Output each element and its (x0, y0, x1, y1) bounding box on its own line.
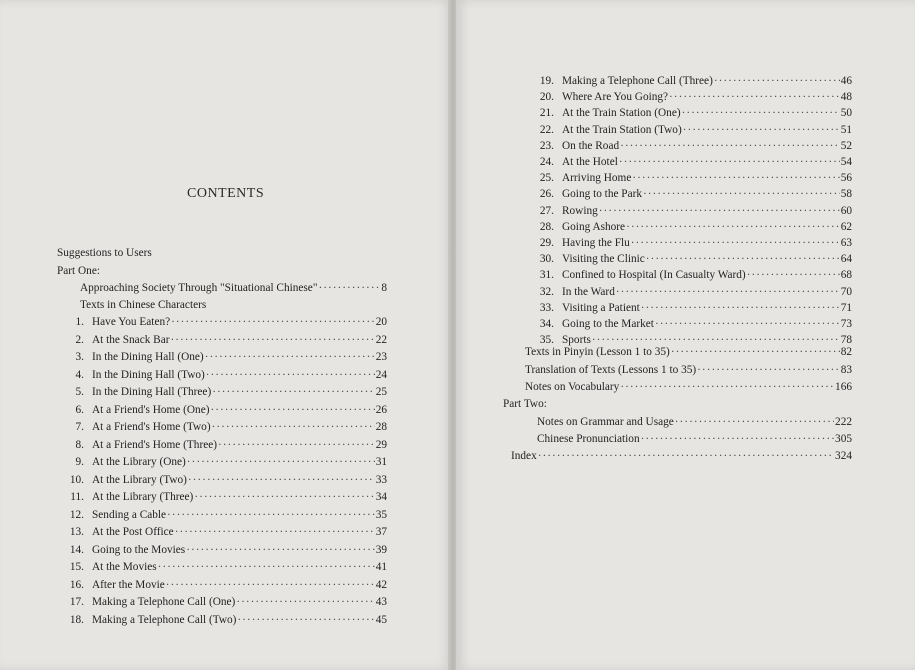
lesson-number: 33. (539, 301, 554, 314)
toc-page-number: 305 (835, 433, 852, 445)
lesson-title: At a Friend's Home (Two) (92, 421, 211, 433)
toc-page-number: 8 (381, 282, 387, 294)
lesson-number: 12. (69, 508, 84, 521)
lesson-title: In the Dining Hall (Three) (92, 386, 212, 398)
toc-page-number: 78 (840, 334, 852, 347)
toc-lesson-entry (56, 401, 387, 419)
lesson-title: At a Friend's Home (One) (92, 403, 210, 416)
leader-dots (166, 576, 375, 594)
part-two-heading: Part Two: (503, 398, 547, 410)
toc-page-number: 64 (840, 253, 852, 266)
toc-page-number: 33 (375, 473, 387, 486)
leader-dots (187, 453, 375, 471)
lesson-number: 4. (75, 368, 84, 381)
toc-page-number: 31 (375, 456, 387, 468)
lesson-number: 31. (539, 269, 554, 282)
lesson-title: At the Library (Three) (92, 491, 194, 503)
toc-page-number: 71 (840, 301, 852, 314)
toc-page-number: 41 (375, 561, 387, 573)
toc-page-number: 52 (840, 139, 852, 152)
lesson-title: In the Dining Hall (Two) (92, 368, 205, 381)
toc-entry-grammar (537, 413, 852, 431)
toc-page-number: 26 (375, 403, 387, 416)
leader-dots (206, 366, 375, 384)
lesson-title: At the Train Station (One) (562, 107, 681, 120)
lesson-number: 15. (69, 561, 84, 573)
right-page (456, 0, 915, 670)
toc-lesson-entry (56, 523, 387, 541)
toc-page-number: 39 (375, 543, 387, 556)
lesson-number: 22. (539, 123, 554, 136)
leader-dots (211, 401, 375, 419)
toc-lesson-entry (56, 593, 387, 611)
leader-dots (318, 279, 380, 297)
toc-page-number: 29 (375, 438, 387, 451)
lesson-title: At the Train Station (Two) (562, 123, 682, 136)
toc-page-number: 25 (375, 386, 387, 398)
lesson-number: 25. (539, 172, 554, 185)
lesson-title: Sending a Cable (92, 508, 167, 521)
lesson-number: 9. (75, 456, 84, 468)
leader-dots (186, 541, 375, 559)
lesson-title: Going to the Market (562, 318, 654, 330)
toc-lesson-entry (56, 453, 387, 471)
toc-page-number: 82 (840, 346, 852, 358)
toc-page-number: 54 (840, 156, 852, 168)
toc-entry-label: Notes on Grammar and Usage (537, 416, 674, 428)
lesson-title: Rowing (562, 204, 598, 217)
lesson-number: 11. (70, 491, 84, 503)
lesson-number: 34. (539, 318, 554, 330)
toc-entry-index (511, 447, 852, 465)
lesson-title: In the Dining Hall (One) (92, 351, 204, 363)
toc-page-number: 222 (835, 416, 852, 428)
toc-lesson-entry (56, 313, 387, 331)
toc-page-number: 83 (840, 364, 852, 376)
lesson-number: 21. (539, 107, 554, 120)
lesson-title: Confined to Hospital (In Casualty Ward) (562, 269, 746, 282)
toc-page-number: 50 (840, 107, 852, 120)
lesson-number: 10. (69, 473, 84, 486)
lesson-title: Going Ashore (562, 220, 626, 233)
lesson-title: Visiting a Patient (562, 301, 640, 314)
toc-lesson-entry (56, 331, 387, 349)
toc-lesson-entry (56, 436, 387, 454)
toc-page-number: 70 (840, 285, 852, 298)
toc-lesson-entry (56, 558, 387, 576)
toc-lesson-entry (56, 576, 387, 594)
toc-page-number: 46 (840, 75, 852, 87)
toc-entry-label: Translation of Texts (Lessons 1 to 35) (525, 364, 697, 376)
toc-page-number: 37 (375, 526, 387, 538)
lesson-number: 35. (539, 334, 554, 347)
lesson-number: 17. (69, 596, 84, 608)
lesson-title: At the Movies (92, 561, 157, 573)
toc-page-number: 45 (375, 613, 387, 626)
toc-lesson-entry (56, 471, 387, 489)
lesson-title: Having the Flu (562, 237, 630, 249)
lesson-number: 13. (69, 526, 84, 538)
leader-dots (171, 331, 375, 349)
toc-page-number: 34 (375, 491, 387, 503)
toc-entry-label: Texts in Pinyin (Lesson 1 to 35) (525, 346, 670, 358)
lesson-number: 28. (539, 220, 554, 233)
leader-dots (697, 361, 840, 379)
lesson-number: 26. (539, 188, 554, 201)
leader-dots (620, 378, 834, 396)
leader-dots (212, 418, 375, 436)
toc-page-number: 63 (840, 237, 852, 249)
suggestions-entry: Suggestions to Users (57, 247, 152, 259)
lesson-title: At the Hotel (562, 156, 618, 168)
toc-page-number: 68 (840, 269, 852, 282)
lesson-number: 14. (69, 543, 84, 556)
lesson-title: In the Ward (562, 285, 615, 298)
toc-entry-translation (525, 361, 852, 379)
toc-entry-vocabulary (525, 378, 852, 396)
lesson-title: Going to the Movies (92, 543, 186, 556)
leader-dots (171, 313, 375, 331)
leader-dots (158, 558, 375, 576)
lesson-number: 7. (75, 421, 84, 433)
toc-lesson-entry (56, 348, 387, 366)
toc-page-number: 56 (840, 172, 852, 185)
toc-page-number: 24 (375, 368, 387, 381)
lesson-title: At the Library (One) (92, 456, 186, 468)
leader-dots (641, 430, 834, 448)
toc-page-number: 62 (840, 220, 852, 233)
toc-page-number: 22 (375, 333, 387, 346)
lesson-title: At the Library (Two) (92, 473, 187, 486)
toc-page-number: 324 (835, 450, 852, 462)
toc-entry-label: Approaching Society Through "Situational Chinese" (80, 282, 318, 294)
toc-page-number: 20 (375, 316, 387, 328)
toc-lesson-entry (56, 506, 387, 524)
toc-lesson-entry (56, 418, 387, 436)
texts-heading: Texts in Chinese Characters (80, 299, 207, 311)
lesson-title: At the Snack Bar (92, 333, 170, 346)
lesson-title: Going to the Park (562, 188, 643, 201)
lesson-title: Visiting the Clinic (562, 253, 645, 266)
leader-dots (175, 523, 375, 541)
lesson-number: 3. (75, 351, 84, 363)
toc-page-number: 58 (840, 188, 852, 201)
leader-dots (237, 611, 374, 629)
lesson-number: 32. (539, 285, 554, 298)
lesson-number: 27. (539, 204, 554, 217)
toc-page-number: 42 (375, 578, 387, 591)
lesson-title: At the Post Office (92, 526, 174, 538)
lesson-title: Sports (562, 334, 591, 347)
left-page (0, 0, 452, 670)
contents-title: CONTENTS (187, 186, 265, 201)
lesson-number: 8. (75, 438, 84, 451)
leader-dots (236, 593, 374, 611)
lesson-number: 19. (539, 75, 554, 87)
leader-dots (671, 343, 840, 361)
lesson-title: Making a Telephone Call (One) (92, 596, 236, 608)
lesson-number: 23. (539, 139, 554, 152)
lesson-number: 5. (75, 386, 84, 398)
lesson-number: 2. (75, 333, 84, 346)
leader-dots (188, 471, 375, 489)
part-one-heading: Part One: (57, 265, 100, 277)
toc-page-number: 60 (840, 204, 852, 217)
toc-page-number: 43 (375, 596, 387, 608)
lesson-number: 18. (69, 613, 84, 626)
toc-entry-label: Chinese Pronunciation (537, 433, 640, 445)
leader-dots (167, 506, 375, 524)
lesson-number: 29. (539, 237, 554, 249)
lesson-title: On the Road (562, 139, 620, 152)
toc-lesson-entry (56, 541, 387, 559)
toc-page-number: 23 (375, 351, 387, 363)
lesson-number: 20. (539, 91, 554, 104)
lesson-number: 1. (75, 316, 84, 328)
lesson-title: Making a Telephone Call (Three) (562, 75, 713, 87)
leader-dots (194, 488, 374, 506)
leader-dots (212, 383, 375, 401)
leader-dots (675, 413, 834, 431)
lesson-title: After the Movie (92, 578, 165, 591)
lesson-title: Arriving Home (562, 172, 632, 185)
lesson-title: At a Friend's Home (Three) (92, 438, 218, 451)
toc-page-number: 48 (840, 91, 852, 104)
leader-dots (538, 447, 834, 465)
toc-lesson-entry (56, 488, 387, 506)
toc-page-number: 166 (835, 381, 852, 393)
toc-lesson-entry (56, 383, 387, 401)
toc-page-number: 73 (840, 318, 852, 330)
lesson-number: 24. (539, 156, 554, 168)
toc-page-number: 35 (375, 508, 387, 521)
lesson-number: 30. (539, 253, 554, 266)
toc-entry-approaching (80, 279, 387, 297)
lesson-number: 6. (75, 403, 84, 416)
toc-entry-label: Notes on Vocabulary (525, 381, 620, 393)
lesson-title: Where Are You Going? (562, 91, 669, 104)
toc-entry-pronunciation (537, 430, 852, 448)
lesson-title: Have You Eaten? (92, 316, 171, 328)
leader-dots (218, 436, 375, 454)
lesson-title: Making a Telephone Call (Two) (92, 613, 237, 626)
lesson-number: 16. (69, 578, 84, 591)
leader-dots (205, 348, 375, 366)
toc-page-number: 28 (375, 421, 387, 433)
toc-page-number: 51 (840, 123, 852, 136)
toc-lesson-entry (56, 611, 387, 629)
toc-entry-pinyin (525, 343, 852, 361)
toc-lesson-entry (56, 366, 387, 384)
toc-entry-label: Index (511, 450, 537, 462)
